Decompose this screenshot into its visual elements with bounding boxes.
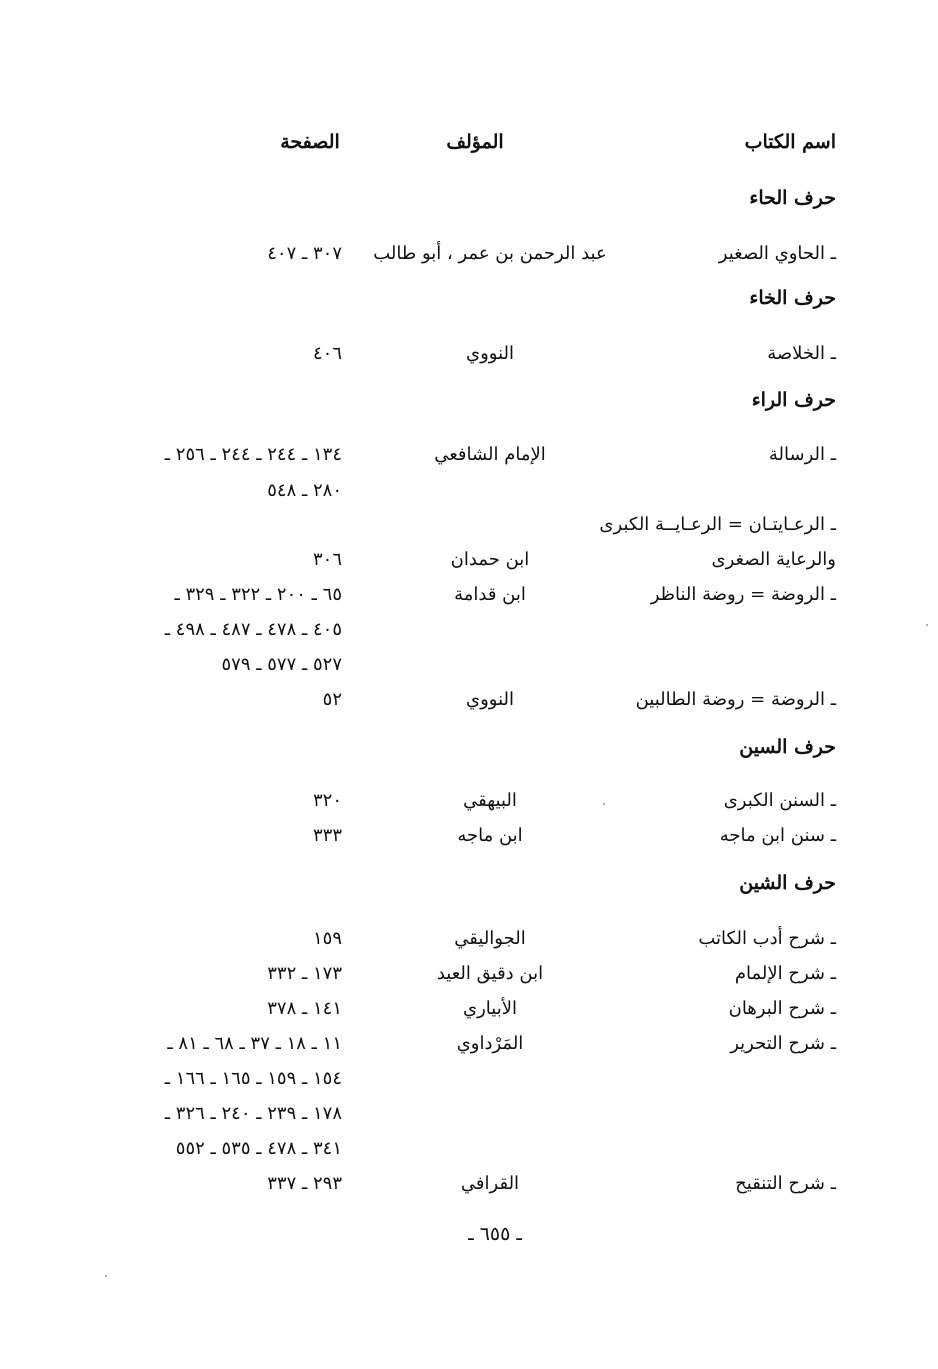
entry-author: القرافي xyxy=(460,1173,520,1194)
entry-pages-continued: ١٥٤ ـ ١٥٩ ـ ١٦٥ ـ ١٦٦ ـ xyxy=(164,1068,342,1089)
header-author: المؤلف xyxy=(446,131,504,153)
section-heading-haa: حرف الحاء xyxy=(749,187,836,209)
scan-speck xyxy=(603,803,605,805)
entry-title: ـ الروضة = روضة الناظر xyxy=(650,584,836,605)
entry-author: ابن حمدان xyxy=(450,549,530,570)
entry-pages: ٣٢٠ xyxy=(312,790,342,811)
entry-title: ـ شرح التحرير xyxy=(730,1033,836,1054)
entry-pages: ٦٥ ـ ٢٠٠ ـ ٣٢٢ ـ ٣٢٩ ـ xyxy=(174,584,342,605)
entry-pages-continued: ٢٨٠ ـ ٥٤٨ xyxy=(267,480,342,501)
entry-author: ابن قدامة xyxy=(454,584,526,605)
scan-speck xyxy=(105,1275,107,1277)
entry-author: ابن دقيق العيد xyxy=(436,963,544,984)
entry-title: ـ شرح البرهان xyxy=(728,998,836,1019)
entry-title: ـ شرح أدب الكاتب xyxy=(698,928,836,949)
section-heading-raa: حرف الراء xyxy=(751,389,836,411)
entry-pages: ١٥٩ xyxy=(312,928,342,949)
entry-title: ـ السنن الكبرى xyxy=(723,790,836,811)
entry-pages: ٣٠٧ ـ ٤٠٧ xyxy=(267,243,342,264)
entry-title: ـ الرعـايتـان = الرعـايــة الكبرى xyxy=(599,514,836,535)
entry-pages: ١٤١ ـ ٣٧٨ xyxy=(267,998,342,1019)
entry-author: البيهقي xyxy=(463,790,517,811)
entry-pages: ٣٣٣ xyxy=(312,825,342,846)
section-heading-seen: حرف السين xyxy=(739,736,836,758)
entry-title: ـ شرح التنقيح xyxy=(735,1173,836,1194)
entry-title-continued: والرعاية الصغرى xyxy=(711,549,836,570)
page-number: ـ ٦٥٥ ـ xyxy=(468,1223,522,1245)
entry-pages: ١٣٤ ـ ٢٤٤ ـ ٢٤٤ ـ ٢٥٦ ـ xyxy=(164,444,342,465)
entry-title: ـ سنن ابن ماجه xyxy=(719,825,836,846)
entry-title: ـ الرسالة xyxy=(768,444,836,465)
entry-title: ـ الروضة = روضة الطالبين xyxy=(635,689,836,710)
entry-author: الأبياري xyxy=(463,998,517,1019)
scan-speck xyxy=(926,624,928,626)
entry-pages-continued: ٥٢٧ ـ ٥٧٧ ـ ٥٧٩ xyxy=(221,654,342,675)
entry-pages-continued: ١٧٨ ـ ٢٣٩ ـ ٢٤٠ ـ ٣٢٦ ـ xyxy=(164,1103,342,1124)
header-page: الصفحة xyxy=(280,131,340,153)
entry-pages-continued: ٤٠٥ ـ ٤٧٨ ـ ٤٨٧ ـ ٤٩٨ ـ xyxy=(164,619,342,640)
entry-author: الإمام الشافعي xyxy=(434,444,546,465)
section-heading-khaa: حرف الخاء xyxy=(749,287,836,309)
entry-pages-continued: ٣٤١ ـ ٤٧٨ ـ ٥٣٥ ـ ٥٥٢ xyxy=(175,1138,342,1159)
entry-pages: ٤٠٦ xyxy=(312,343,342,364)
entry-pages: ١٧٣ ـ ٣٣٢ xyxy=(267,963,342,984)
entry-author: النووي xyxy=(466,343,514,364)
entry-author: عبد الرحمن بن عمر ، أبو طالب xyxy=(373,243,607,264)
entry-author: المَرْداوي xyxy=(456,1033,524,1054)
entry-pages: ٥٢ xyxy=(322,689,342,710)
entry-author: الجواليقي xyxy=(454,928,526,949)
entry-author: النووي xyxy=(466,689,514,710)
entry-title: ـ الخلاصة xyxy=(767,343,836,364)
entry-title: ـ شرح الإلمام xyxy=(734,963,836,984)
section-heading-sheen: حرف الشين xyxy=(739,872,836,894)
entry-pages: ٣٠٦ xyxy=(312,549,342,570)
entry-pages: ٢٩٣ ـ ٣٣٧ xyxy=(267,1173,342,1194)
entry-title: ـ الحاوي الصغير xyxy=(718,243,836,264)
entry-pages: ١١ ـ ١٨ ـ ٣٧ ـ ٦٨ ـ ٨١ ـ xyxy=(167,1033,342,1054)
entry-author: ابن ماجه xyxy=(457,825,523,846)
header-book-name: اسم الكتاب xyxy=(744,131,836,153)
